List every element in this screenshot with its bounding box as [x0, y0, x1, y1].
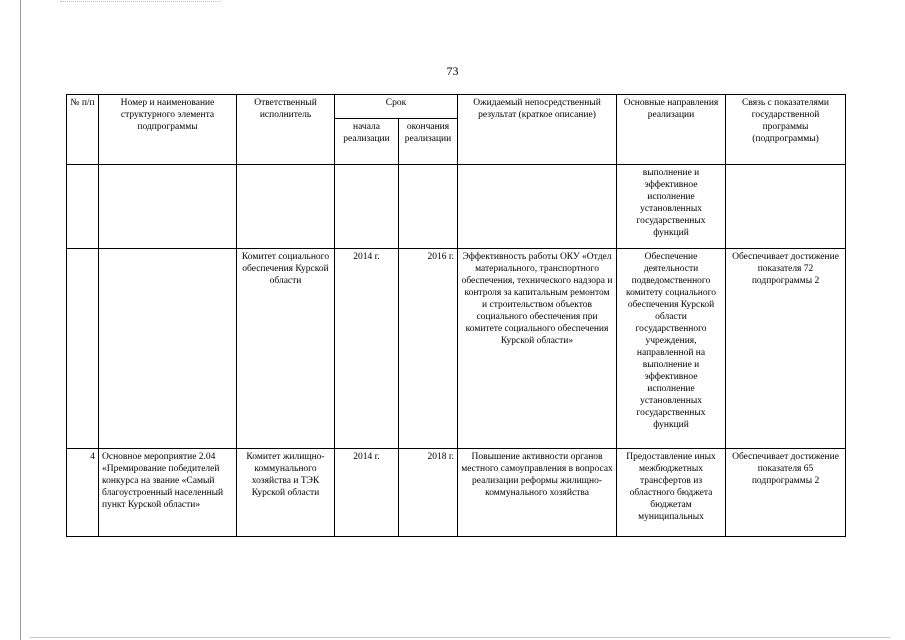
cell-end: 2016 г. [399, 249, 458, 449]
scan-artifact-line [60, 1, 220, 2]
table-row [67, 165, 846, 249]
cell-directions: Обеспечение деятельности подведомственного комитету социального обеспечения Курской области государственного учреждения, направленной на выполнение и эффективное исполнение установленных государственных функций [617, 249, 726, 449]
cell-start: 2014 г. [335, 449, 399, 537]
cell-executor [237, 165, 335, 249]
cell-executor: Комитет жилищно-коммунального хозяйства и ТЭК Курской области [237, 449, 335, 537]
cell-result: Эффективность работы ОКУ «Отдел материального, транспортного обеспечения, технического надзора и контроля за капитальным ремонтом и строительством объектов социального обеспечения при комитете социального обеспечения Курской области» [458, 249, 617, 449]
cell-num [67, 165, 99, 249]
cell-link [726, 165, 846, 249]
table-row [67, 449, 846, 537]
header-num: № п/п [67, 95, 99, 165]
cell-end [399, 165, 458, 249]
cell-name: Основное мероприятие 2.04 «Премирование победителей конкурса на звание «Самый благоустроенный населенный пункт Курской области» [99, 449, 237, 537]
table-header-row [67, 95, 846, 119]
table-row [67, 249, 846, 449]
header-term: Срок [335, 95, 458, 119]
cell-name [99, 165, 237, 249]
cell-result [458, 165, 617, 249]
header-result: Ожидаемый непосредственный результат (краткое описание) [458, 95, 617, 165]
cell-directions: Предоставление иных межбюджетных трансфертов из областного бюджета бюджетам муниципальных [617, 449, 726, 537]
page-bottom-edge [30, 637, 890, 638]
subprogram-table [66, 94, 846, 537]
cell-start [335, 165, 399, 249]
page-number: 73 [446, 64, 459, 78]
cell-executor: Комитет социального обеспечения Курской области [237, 249, 335, 449]
page-left-edge [20, 0, 21, 640]
cell-link: Обеспечивает достижение показателя 72 подпрограммы 2 [726, 249, 846, 449]
header-start: начала реализации [335, 119, 399, 165]
header-name: Номер и наименование структурного элемента подпрограммы [99, 95, 237, 165]
header-link: Связь с показателями государственной программы (подпрограммы) [726, 95, 846, 165]
cell-start: 2014 г. [335, 249, 399, 449]
cell-num: 4 [67, 449, 99, 537]
cell-end: 2018 г. [399, 449, 458, 537]
cell-name [99, 249, 237, 449]
header-directions: Основные направления реализации [617, 95, 726, 165]
header-executor: Ответственный исполнитель [237, 95, 335, 165]
cell-directions: выполнение и эффективное исполнение установленных государственных функций [617, 165, 726, 249]
cell-num [67, 249, 99, 449]
cell-link: Обеспечивает достижение показателя 65 подпрограммы 2 [726, 449, 846, 537]
cell-result: Повышение активности органов местного самоуправления в вопросах реализации реформы жилищно-коммунального хозяйства [458, 449, 617, 537]
header-end: окончания реализации [399, 119, 458, 165]
